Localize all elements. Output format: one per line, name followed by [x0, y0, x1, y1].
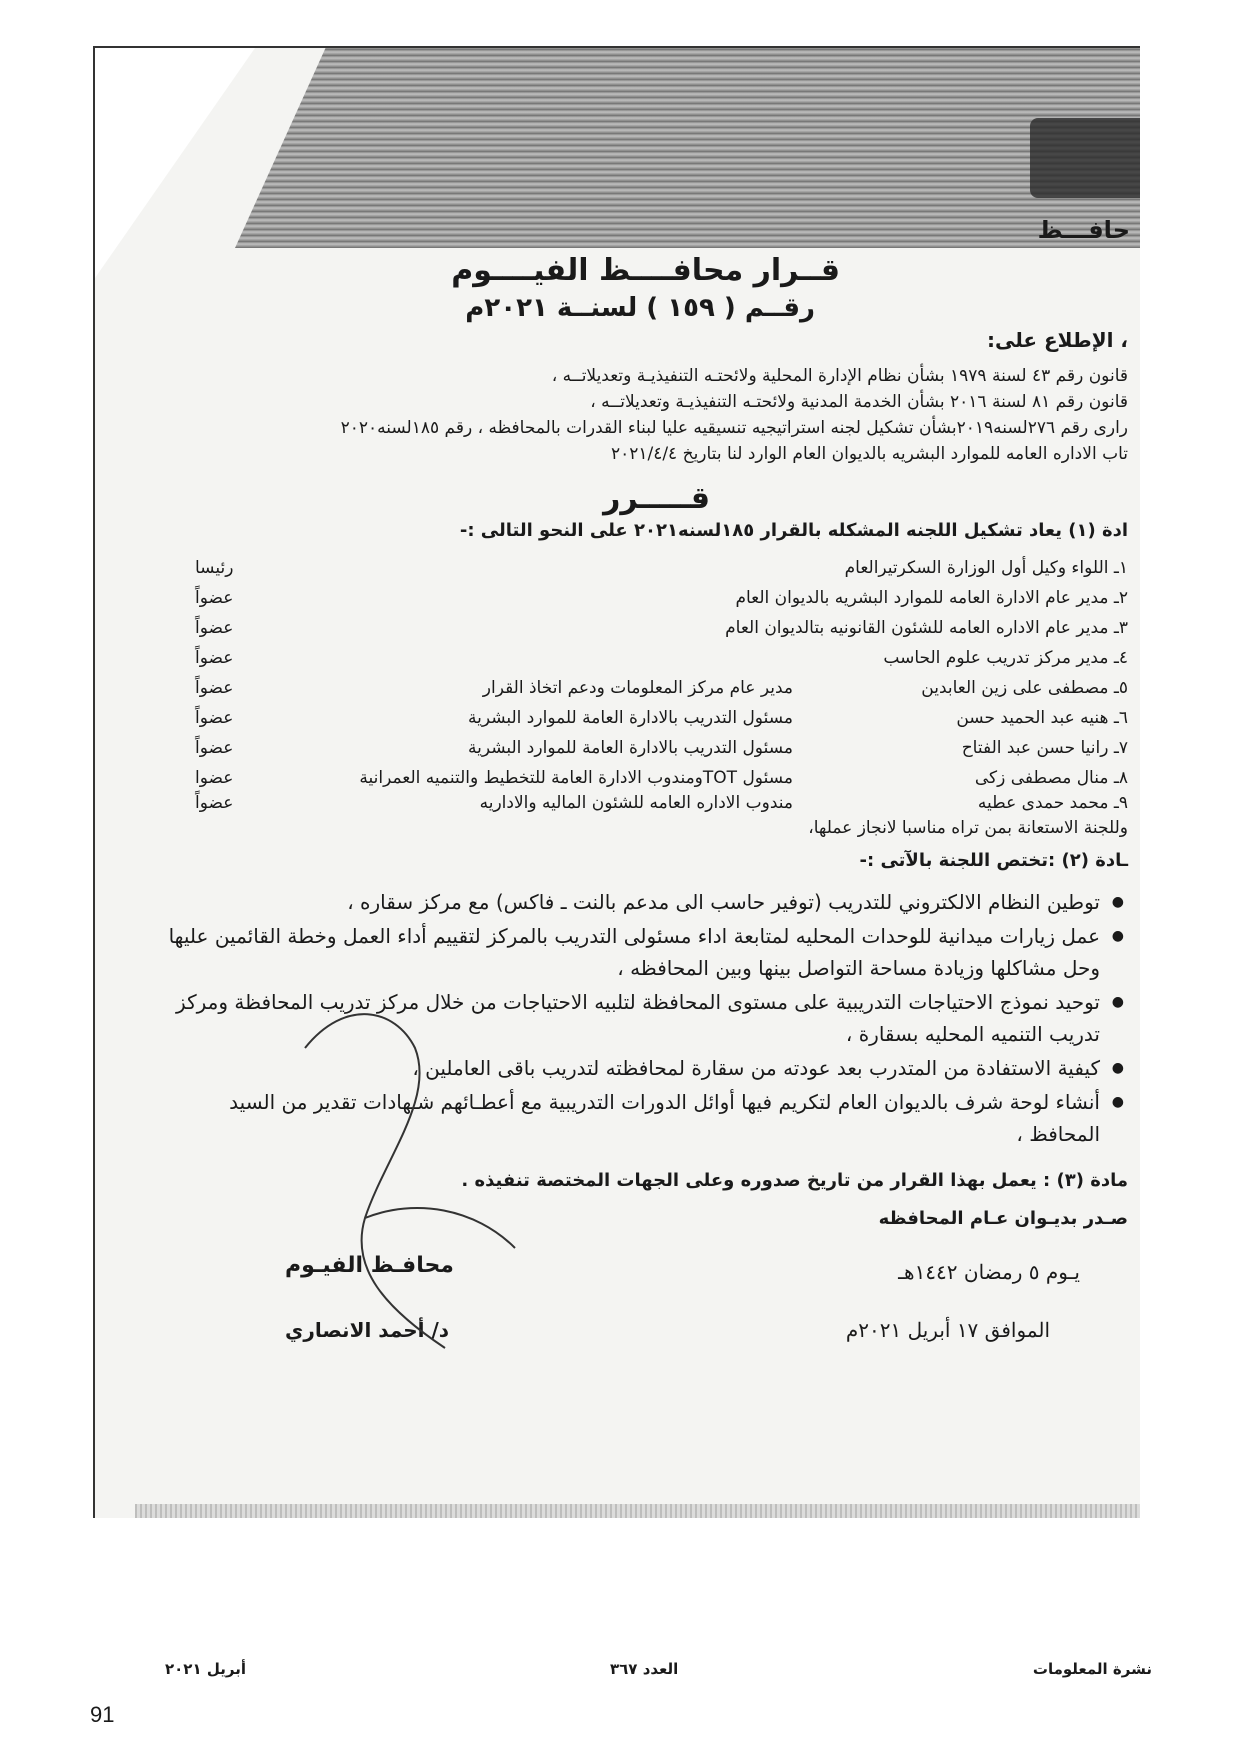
- reference-line: تاب الاداره العامه للموارد البشريه بالديوان العام الوارد لنا بتاريخ ٢٠٢١/٤/٤: [610, 444, 1128, 464]
- bullet-icon: ●: [1111, 928, 1124, 944]
- member-row: [95, 588, 1128, 618]
- footer-publication: نشرة المعلومات: [1032, 1660, 1152, 1678]
- member-name: ٣ـ مدير عام الاداره العامه للشئون القانونيه بتالديوان العام: [725, 618, 1128, 638]
- footer-issue: العدد ٣٦٧: [610, 1660, 679, 1678]
- member-job: مسئول التدريب بالادارة العامة للموارد البشرية: [467, 708, 793, 728]
- decree-title: قــرار محافــــظ الفيــــوم: [451, 253, 840, 288]
- task-item: [166, 1052, 1126, 1084]
- reference-line: قانون رقم ٨١ لسنة ٢٠١٦ بشأن الخدمة المدنية ولائحتـه التنفيذيـة وتعديلاتــه ،: [590, 392, 1128, 412]
- page-number: 91: [90, 1702, 115, 1727]
- header-word: حافـــظ: [1037, 216, 1130, 244]
- member-name: ٩ـ محمد حمدى عطيه: [977, 793, 1128, 813]
- footer-month: أبريل ٢٠٢١: [165, 1660, 246, 1678]
- reference-line: قانون رقم ٤٣ لسنة ١٩٧٩ بشأن نظام الإدارة المحلية ولائحتـه التنفيذيـة وتعديلاتــه ،: [551, 366, 1128, 386]
- member-row: [95, 558, 1128, 588]
- task-text: توطين النظام الالكتروني للتدريب (توفير حاسب الى مدعم بالنت ـ فاكس) مع مركز سقاره ،: [347, 890, 1100, 914]
- bullet-icon: ●: [1111, 894, 1124, 910]
- article-2: ـادة (٢) :تختص اللجنة بالآتى :-: [859, 850, 1128, 871]
- member-role: عضواً: [195, 793, 234, 813]
- task-item: [166, 886, 1126, 918]
- task-item: [166, 1086, 1126, 1150]
- member-role: عضواً: [195, 738, 234, 758]
- bullet-icon: ●: [1111, 1094, 1124, 1110]
- member-row: [95, 708, 1128, 738]
- task-item: [166, 986, 1126, 1050]
- decided-heading: قـــــرر: [603, 481, 710, 516]
- task-text: أنشاء لوحة شرف بالديوان العام لتكريم فيها أوائل الدورات التدريبية مع أعطـائهم شـهادات تقدير من السيد المحافظ ،: [229, 1090, 1100, 1146]
- member-row: [95, 648, 1128, 678]
- member-role: عضواً: [195, 648, 234, 668]
- member-name: ١ـ اللواء وكيل أول الوزارة السكرتيرالعام: [844, 558, 1128, 578]
- member-name: ٦ـ هنيه عبد الحميد حسن: [956, 708, 1128, 728]
- article-1: ادة (١) يعاد تشكيل اللجنه المشكله بالقرار ١٨٥لسنه٢٠٢١ على النحو التالى :-: [459, 520, 1128, 541]
- tasks-list: [166, 886, 1126, 1152]
- article-3: مادة (٣) : يعمل بهذا القرار من تاريخ صدوره وعلى الجهات المختصة تنفيذه .: [461, 1170, 1128, 1191]
- folded-corner: [95, 48, 255, 278]
- member-role: عضواً: [195, 588, 234, 608]
- member-name: ٨ـ منال مصطفى زكى: [974, 768, 1128, 788]
- member-name: ٢ـ مدير عام الادارة العامه للموارد البشريه بالديوان العام: [735, 588, 1128, 608]
- date-hijri: يـوم ٥ رمضان ١٤٤٢هـ: [898, 1260, 1080, 1284]
- signatory-title: محافـظ الفيـوم: [285, 1253, 454, 1278]
- member-job: مدير عام مركز المعلومات ودعم اتخاذ القرار: [482, 678, 793, 698]
- member-role: رئيسا: [195, 558, 234, 578]
- member-job: مندوب الاداره العامه للشئون الماليه والاداريه: [479, 793, 793, 813]
- scan-bottom-edge: [135, 1504, 1140, 1518]
- member-name: ٤ـ مدير مركز تدريب علوم الحاسب: [883, 648, 1128, 668]
- task-text: توحيد نموذج الاحتياجات التدريبية على مستوى المحافظة لتلبيه الاحتياجات من خلال مركز تدريب المحافظة ومركز تدريب التنميه المحليه بسقارة ،: [176, 990, 1100, 1046]
- member-row: [95, 678, 1128, 708]
- member-row: [95, 618, 1128, 648]
- member-job: مسئول TOTومندوب الادارة العامة للتخطيط والتنميه العمرانية: [359, 768, 793, 788]
- member-row: [95, 738, 1128, 768]
- decree-number: رقــم ( ١٥٩ ) لسنــة ٢٠٢١م: [465, 293, 815, 323]
- reference-line: رارى رقم ٢٧٦لسنه٢٠١٩بشأن تشكيل لجنه استراتيجيه تنسيقيه عليا لبناء القدرات بالمحافظه ، رقم ١٨٥لسنه٢٠٢٠: [340, 418, 1128, 438]
- task-text: عمل زيارات ميدانية للوحدات المحليه لمتابعة اداء مسئولى التدريب بالمركز لتقييم أداء العمل وخطة القائمين عليها وحل مشاكلها وزيادة مساحة التواصل بينها وبين المحافظه ،: [168, 924, 1100, 980]
- issued-at: صـدر بديـوان عـام المحافظه: [878, 1208, 1128, 1229]
- member-job: مسئول التدريب بالادارة العامة للموارد البشرية: [467, 738, 793, 758]
- scan-noise-band: [235, 48, 1140, 248]
- bullet-icon: ●: [1111, 994, 1124, 1010]
- member-role: عضواً: [195, 678, 234, 698]
- task-text: كيفية الاستفادة من المتدرب بعد عودته من سقارة لمحافظته لتدريب باقى العاملين ،: [412, 1056, 1100, 1080]
- governorate-seal: [1030, 118, 1140, 198]
- member-name: ٧ـ رانيا حسن عبد الفتاح: [961, 738, 1128, 758]
- member-role: عضوا: [195, 768, 234, 788]
- member-role: عضواً: [195, 708, 234, 728]
- committee-note: وللجنة الاستعانة بمن تراه مناسبا لانجاز عملها،: [808, 818, 1128, 838]
- intro-heading: ، الإطلاع على:: [986, 328, 1128, 352]
- signatory-name: د/ أحمد الانصاري: [285, 1318, 450, 1342]
- scanned-document: [93, 46, 1140, 1518]
- member-name: ٥ـ مصطفى على زين العابدين: [921, 678, 1128, 698]
- member-role: عضواً: [195, 618, 234, 638]
- date-gregorian: الموافق ١٧ أبريل ٢٠٢١م: [845, 1318, 1050, 1342]
- task-item: [166, 920, 1126, 984]
- bullet-icon: ●: [1111, 1060, 1124, 1076]
